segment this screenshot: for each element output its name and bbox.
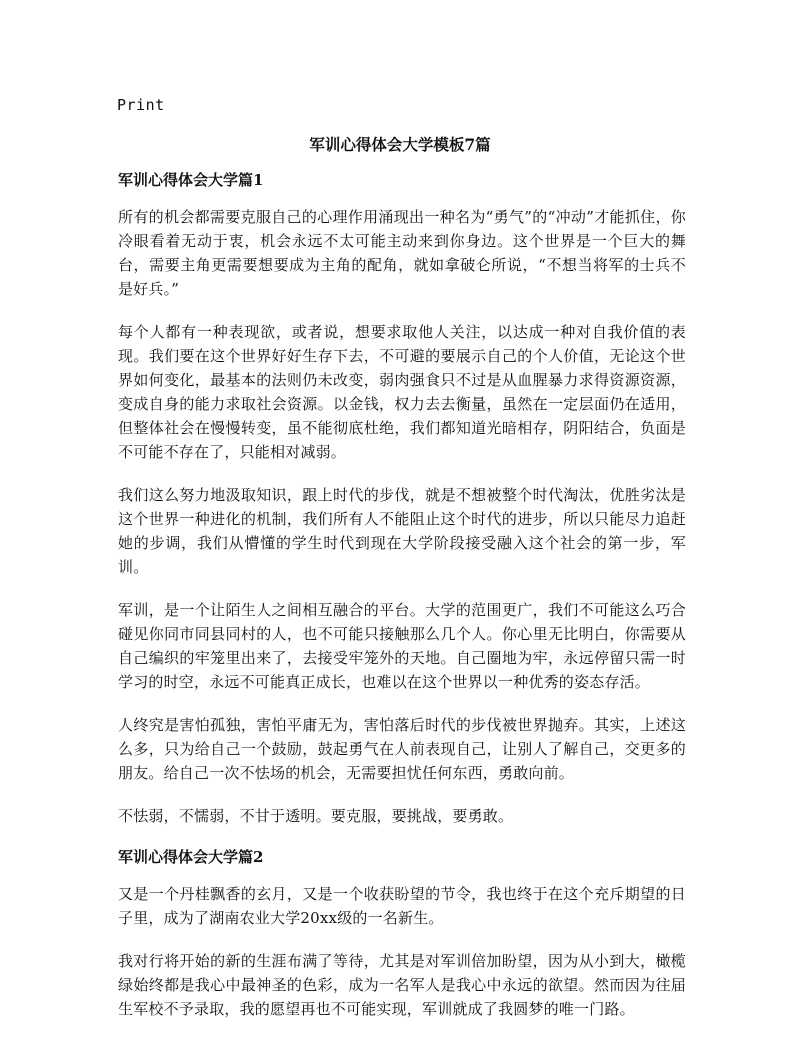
paragraph: 我们这么努力地汲取知识，跟上时代的步伐，就是不想被整个时代淘汰，优胜劣汰是这个世界一种进化的机制，我们所有人不能阻止这个时代的进步，所以只能尽力追赶她的步调，我们从懵懂的学生时代到现在大学阶段接受融入这个社会的第一步，军训。	[118, 486, 686, 576]
paragraph: 又是一个丹桂飘香的玄月，又是一个收获盼望的节令，我也终于在这个充斥期望的日子里，成为了湖南农业大学20xx级的一名新生。	[118, 885, 686, 927]
paragraph: 军训，是一个让陌生人之间相互融合的平台。大学的范围更广，我们不可能这么巧合碰见你同市同县同村的人，也不可能只接触那么几个人。你心里无比明白，你需要从自己编织的牢笼里出来了，去接受牢笼外的天地。自己圈地为牢，永远停留只需一时学习的时空，永远不可能真正成长，也难以在这个世界以一种优秀的姿态存活。	[118, 601, 686, 691]
paragraph: 我对行将开始的新的生涯布满了等待，尤其是对军训倍加盼望，因为从小到大，橄榄绿始终都是我心中最神圣的色彩，成为一名军人是我心中永远的欲望。然而因为往届生军校不予录取，我的愿望再也不可能实现，军训就成了我圆梦的唯一门路。	[118, 952, 686, 1018]
document-body	[118, 170, 686, 1040]
paragraph: 不怯弱，不懦弱，不甘于透明。要克服，要挑战，要勇敢。	[118, 807, 514, 825]
paragraph: 所有的机会都需要克服自己的心理作用涌现出一种名为“勇气”的“冲动”才能抓住，你冷眼看着无动于衷，机会永远不太可能主动来到你身边。这个世界是一个巨大的舞台，需要主角更需要想要成为主角的配角，就如拿破仑所说，“不想当将军的士兵不是好兵。”	[118, 208, 686, 298]
document-title: 军训心得体会大学模板7篇	[309, 135, 491, 154]
paragraph: 每个人都有一种表现欲，或者说，想要求取他人关注，以达成一种对自我价值的表现。我们要在这个世界好好生存下去，不可避的要展示自己的个人价值，无论这个世界如何变化，最基本的法则仍未改变，弱肉强食只不过是从血腥暴力求得资源资源，变成自身的能力求取社会资源。以金钱，权力去去衡量，虽然在一定层面仍在适用，但整体社会在慢慢转变，虽不能彻底杜绝，我们都知道光暗相存，阴阳结合，负面是不可能不存在了，只能相对减弱。	[118, 323, 686, 461]
section-heading: 军训心得体会大学篇2	[118, 848, 264, 866]
section-heading: 军训心得体会大学篇1	[118, 171, 264, 189]
print-link[interactable]: Print	[117, 96, 165, 114]
section-2	[118, 847, 686, 1021]
section-1	[118, 170, 686, 828]
paragraph: 人终究是害怕孤独，害怕平庸无为，害怕落后时代的步伐被世界抛弃。其实，上述这么多，只为给自己一个鼓励，鼓起勇气在人前表现自己，让别人了解自己，交更多的朋友。给自己一次不怯场的机会，无需要担忧任何东西，勇敢向前。	[118, 716, 686, 782]
